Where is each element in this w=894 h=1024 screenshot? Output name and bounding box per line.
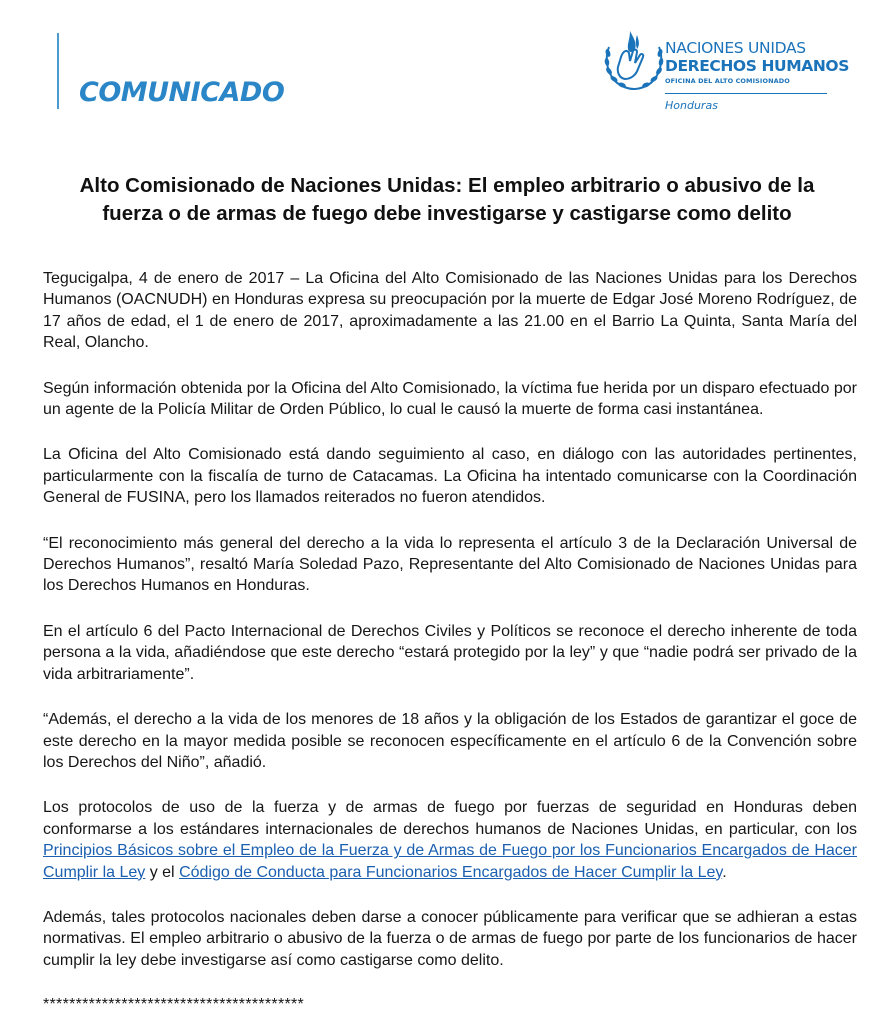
codigo-de-conducta-link[interactable]: Código de Conducta para Funcionarios Encargados de Hacer Cumplir la Ley [179,863,723,881]
protocols-text-before: Los protocolos de uso de la fuerza y de armas de fuego por fuerzas de seguridad en Honduras deben conformarse a los estándares internacionales de derechos humanos de Naciones Unidas, en particular, con los [43,799,857,838]
header-divider [57,33,59,109]
paragraph: Según información obtenida por la Oficina del Alto Comisionado, la víctima fue herida por un disparo efectuado por un agente de la Policía Militar de Orden Público, lo cual le causó la muerte de forma casi instantánea. [43,379,857,419]
logo-line-naciones-unidas: NACIONES UNIDAS [665,39,806,57]
paragraph: En el artículo 6 del Pacto Internacional de Derechos Civiles y Políticos se reconoce el derecho inherente de toda persona a la vida, añadiéndose que este derecho “estará protegido por la ley” y que “nadie podrá ser privado de la vida arbitrariamente”. [43,622,857,683]
principios-basicos-link[interactable]: Principios Básicos sobre el Empleo de la Fuerza y de Armas de Fuego por los Funcionarios Encargados de Hacer Cumplir la Ley [43,842,857,881]
closing-paragraph: Además, tales protocolos nacionales deben darse a conocer públicamente para verificar que se adhieran a estas normativas. El empleo arbitrario o abusivo de la fuerza o de armas de fuego por parte de los funcionarios de hacer cumplir la ley debe investigarse así como castigarse como delito. [43,908,857,969]
comunicado-label: COMUNICADO [79,77,285,108]
logo-divider [665,93,827,94]
paragraph: La Oficina del Alto Comisionado está dando seguimiento al caso, en diálogo con las autoridades pertinentes, particularmente con la fiscalía de turno de Catacamas. La Oficina ha intentado comunicarse con la Coordinación General de FUSINA, pero los llamados reiterados no fueron atendidos. [43,446,857,507]
paragraph: Tegucigalpa, 4 de enero de 2017 – La Oficina del Alto Comisionado de las Naciones Unidas para los Derechos Humanos (OACNUDH) en Honduras expresa su preocupación por la muerte de Edgar José Moreno Rodríguez, de 17 años de edad, el 1 de enero de 2017, aproximadamente a las 21.00 en el Barrio La Quinta, Santa María del Real, Olancho. [43,270,857,352]
paragraph: “El reconocimiento más general del derecho a la vida lo representa el artículo 3 de la Declaración Universal de Derechos Humanos”, resaltó María Soledad Pazo, Representante del Alto Comisionado de Naciones Unidas para los Derechos Humanos en Honduras. [43,534,857,595]
protocols-text-after: . [722,863,727,881]
logo-country: Honduras [665,99,718,112]
logo-line-oficina: OFICINA DEL ALTO COMISIONADO [665,77,790,85]
title-line-2: fuerza o de armas de fuego debe investigarse y castigarse como delito [102,202,792,225]
press-release-title [30,172,864,228]
protocols-text-between: y el [145,863,180,881]
press-release-body [43,268,857,1015]
end-separator: **************************************** [43,996,305,1014]
protocols-paragraph [43,797,857,883]
paragraph: “Además, el derecho a la vida de los menores de 18 años y la obligación de los Estados de garantizar el goce de este derecho en la mayor medida posible se reconocen específicamente en el artículo 6 de la Convención sobre los Derechos del Niño”, añadió. [43,711,857,771]
un-human-rights-emblem-icon [603,27,665,93]
logo-line-derechos-humanos: DERECHOS HUMANOS [665,57,849,75]
un-human-rights-logo [603,27,849,122]
title-line-1: Alto Comisionado de Naciones Unidas: El empleo arbitrario o abusivo de la [79,174,815,197]
